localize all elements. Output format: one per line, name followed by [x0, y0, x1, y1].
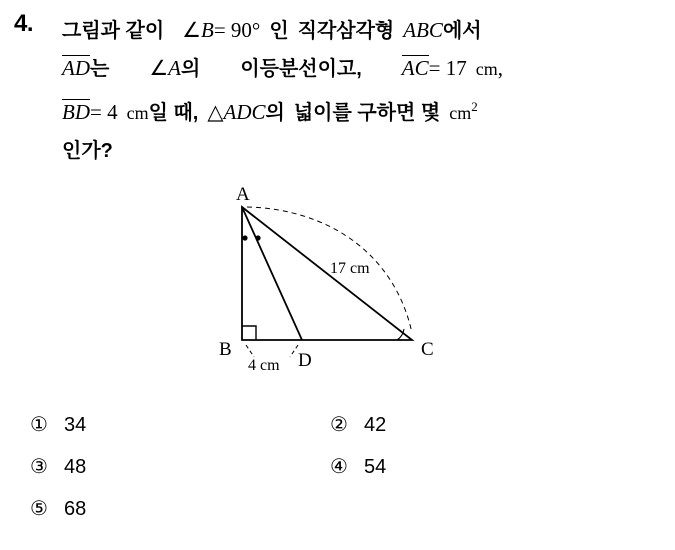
choice-2-text: 42	[364, 414, 387, 436]
choice-1-text: 34	[64, 414, 87, 436]
stem-text-7: 이등분선이고,	[240, 58, 362, 80]
label-vertex-a: A	[236, 185, 250, 205]
stem-text-5: 는	[90, 58, 110, 80]
comma-1: ,	[497, 56, 503, 80]
ac-value: = 17	[428, 56, 467, 80]
question-number: 4.	[14, 10, 34, 37]
angle-mark-dot-1	[242, 235, 247, 240]
segment-ad: AD	[62, 56, 90, 80]
choice-5[interactable]	[30, 496, 330, 521]
stem-text-8: 일 때,	[148, 102, 199, 124]
stem-text-4: 에서	[442, 20, 482, 42]
bd-unit: cm	[126, 103, 149, 123]
angle-b-letter: B	[201, 18, 214, 42]
ac-unit: cm	[475, 59, 498, 79]
choice-3-marker: ③	[30, 456, 48, 478]
choice-5-marker: ⑤	[30, 498, 48, 520]
degree-symbol: °	[251, 18, 261, 42]
bd-value: = 4	[90, 100, 118, 124]
segment-ac: AC	[401, 56, 429, 80]
triangle-abc-label: ABC	[403, 18, 443, 42]
choice-3[interactable]	[30, 454, 330, 479]
choice-1[interactable]	[30, 412, 330, 437]
triangle-figure	[190, 185, 490, 385]
stem-text-6: 의	[180, 58, 201, 80]
stem-line-4	[62, 132, 662, 170]
stem-line-2	[62, 50, 662, 88]
triangle-abc-outline	[242, 207, 412, 340]
area-unit-exponent: 2	[471, 99, 478, 114]
answer-choices	[30, 412, 650, 538]
angle-mark-dot-2	[255, 235, 260, 240]
choice-row-1	[30, 412, 650, 454]
stem-line-1	[62, 12, 662, 50]
stem-text-3: 직각삼각형	[297, 20, 395, 42]
label-length-bd: 4 cm	[248, 357, 280, 374]
choice-5-text: 68	[64, 498, 87, 520]
angle-symbol-1: ∠	[182, 18, 201, 42]
right-angle-mark-b	[242, 326, 256, 340]
question-stem	[62, 12, 662, 170]
label-vertex-c: C	[421, 339, 434, 360]
choice-4-marker: ④	[330, 456, 348, 478]
segment-ad-line	[242, 207, 302, 340]
label-length-ac: 17 cm	[330, 260, 370, 277]
choice-4-text: 54	[364, 456, 387, 478]
angle-symbol-2: ∠	[149, 56, 169, 80]
angle-a-letter: A	[168, 56, 181, 80]
triangle-symbol: △	[207, 100, 224, 124]
stem-text-2: 인	[269, 20, 289, 42]
choice-2[interactable]	[330, 412, 630, 437]
angle-b-value: = 90	[213, 18, 252, 42]
stem-text-10: 넓이를 구하면 몇	[293, 102, 441, 124]
label-vertex-b: B	[219, 339, 232, 360]
triangle-adc-label: ADC	[223, 100, 266, 124]
choice-row-2	[30, 454, 650, 496]
stem-text-1: 그림과 같이	[62, 20, 165, 42]
stem-line-3	[62, 88, 662, 132]
segment-bd: BD	[62, 100, 90, 124]
choice-3-text: 48	[64, 456, 87, 478]
label-vertex-d: D	[298, 350, 312, 371]
choice-2-marker: ②	[330, 414, 348, 436]
leader-dash-b	[246, 345, 254, 357]
choice-row-3	[30, 496, 650, 538]
stem-text-9: 의	[265, 102, 285, 124]
choice-1-marker: ①	[30, 414, 48, 436]
choice-4[interactable]	[330, 454, 630, 479]
stem-text-11: 인가?	[62, 140, 113, 162]
area-unit: cm	[449, 103, 472, 123]
leader-dash-d	[290, 345, 298, 357]
